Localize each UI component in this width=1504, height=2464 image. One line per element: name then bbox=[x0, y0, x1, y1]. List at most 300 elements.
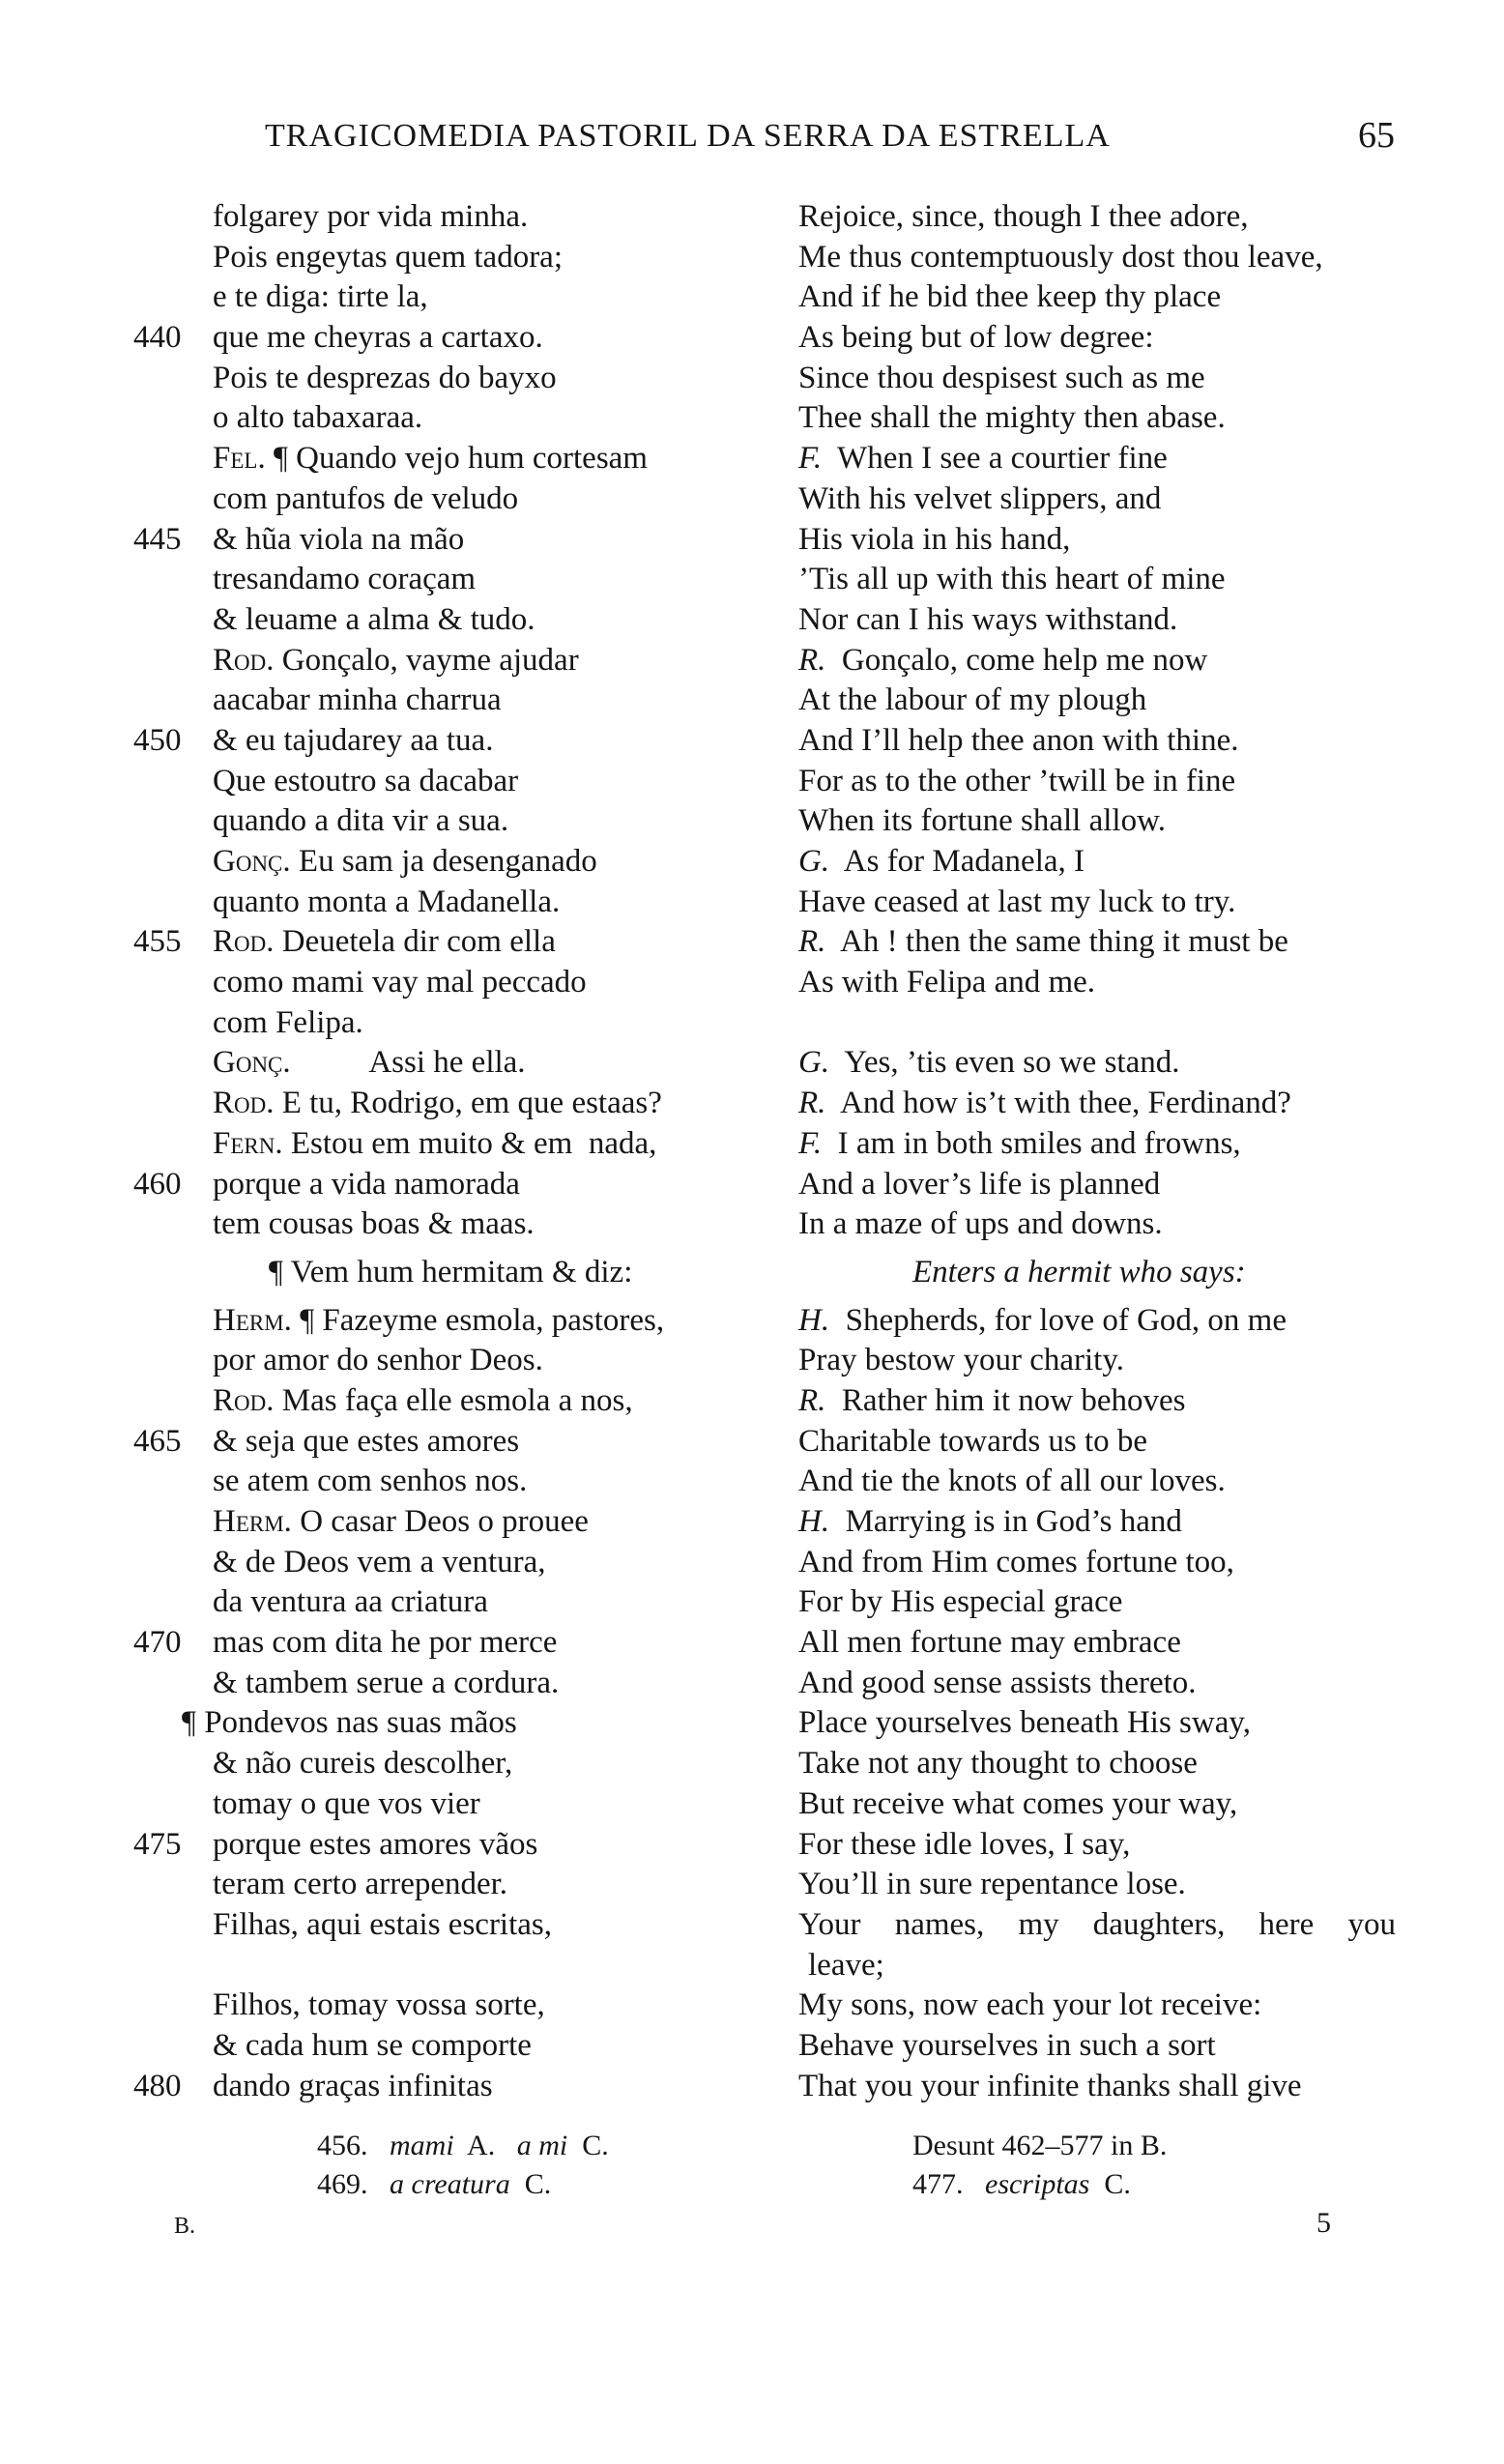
translation-line bbox=[798, 398, 1398, 439]
verse-text bbox=[213, 1165, 520, 1205]
translation-text bbox=[798, 359, 1205, 399]
verse-words: & eu tajudarey aa tua. bbox=[213, 722, 494, 758]
translation-words: My sons, now each your lot receive: bbox=[798, 1987, 1262, 2023]
verse-words: da ventura aa criatura bbox=[213, 1584, 488, 1620]
verse-text bbox=[213, 1784, 480, 1825]
verse-text bbox=[213, 238, 563, 278]
verse-line bbox=[133, 1462, 752, 1502]
translation-words: And from Him comes fortune too, bbox=[798, 1544, 1234, 1580]
translation-words: At the labour of my plough bbox=[798, 682, 1147, 718]
verse-text bbox=[213, 1865, 507, 1905]
verse-text bbox=[213, 1422, 519, 1463]
footnote: 477. escriptas C. bbox=[912, 2168, 1131, 2200]
translation-text bbox=[798, 2067, 1302, 2107]
translation-text bbox=[798, 197, 1249, 238]
translation-text bbox=[798, 1543, 1234, 1583]
verse-line bbox=[133, 1043, 752, 1084]
translation-words: But receive what comes your way, bbox=[798, 1785, 1238, 1821]
verse-text bbox=[213, 1664, 559, 1704]
english-translation-column bbox=[798, 197, 1398, 2106]
translation-line bbox=[798, 1784, 1398, 1825]
verse-line bbox=[133, 238, 752, 278]
translation-line bbox=[798, 318, 1398, 359]
verse-text bbox=[213, 1084, 662, 1124]
verse-words: se atem com senhos nos. bbox=[213, 1464, 528, 1499]
verse-words: & de Deos vem a ventura, bbox=[213, 1544, 546, 1580]
sheet-number: 5 bbox=[1316, 2207, 1331, 2239]
speaker-name: Rod. bbox=[213, 1382, 275, 1418]
verse-text bbox=[213, 479, 518, 520]
verse-words: Filhas, aqui estais escritas, bbox=[213, 1906, 553, 1942]
page-number: 65 bbox=[1358, 115, 1395, 156]
verse-text bbox=[213, 883, 560, 923]
verse-text bbox=[213, 1744, 512, 1784]
translation-text bbox=[798, 1986, 1261, 2026]
translation-words: leave; bbox=[808, 1947, 884, 1983]
translation-line bbox=[798, 1703, 1398, 1744]
verse-text bbox=[213, 1905, 552, 1946]
translation-line bbox=[798, 600, 1398, 641]
verse-words: E tu, Rodrigo, em que estaas? bbox=[274, 1086, 662, 1121]
verse-line bbox=[133, 883, 752, 923]
translation-words: Take not any thought to choose bbox=[798, 1746, 1198, 1782]
verse-line bbox=[133, 318, 752, 359]
verse-words: Pois engeytas quem tadora; bbox=[213, 239, 564, 275]
verse-line bbox=[133, 1165, 752, 1205]
verse-text bbox=[213, 398, 422, 439]
verse-line bbox=[133, 1582, 752, 1623]
translation-text bbox=[798, 1462, 1226, 1502]
verse-words: que me cheyras a cartaxo. bbox=[213, 320, 543, 356]
speaker-initial: G. bbox=[798, 844, 830, 879]
signature-mark: B. bbox=[174, 2214, 196, 2239]
translation-line bbox=[798, 1986, 1398, 2026]
translation-words: Your names, my daughters, here you bbox=[798, 1906, 1396, 1942]
translation-line bbox=[798, 801, 1398, 842]
verse-line bbox=[133, 277, 752, 318]
verse-text bbox=[182, 1703, 517, 1744]
translation-text bbox=[798, 2026, 1216, 2067]
translation-line bbox=[798, 439, 1398, 479]
footnote: 456. mami A. a mi C. bbox=[317, 2130, 609, 2161]
verse-text bbox=[213, 600, 535, 641]
speaker-name: Rod. bbox=[213, 642, 275, 678]
translation-words: Ah ! then the same thing it must be bbox=[825, 924, 1288, 960]
verse-line bbox=[133, 1905, 752, 1946]
verse-text bbox=[213, 1462, 527, 1502]
translation-text bbox=[798, 963, 1095, 1003]
verse-words: quanto monta a Madanella. bbox=[213, 884, 561, 919]
stage-direction: ¶ Vem hum hermitam & diz: bbox=[269, 1254, 633, 1290]
translation-line bbox=[798, 1664, 1398, 1704]
verse-line bbox=[133, 1623, 752, 1664]
translation-line bbox=[798, 1865, 1398, 1905]
verse-text bbox=[213, 1825, 537, 1866]
translation-line bbox=[798, 1422, 1398, 1463]
running-title: TRAGICOMEDIA PASTORIL DA SERRA DA ESTRELLA bbox=[265, 118, 1111, 154]
translation-text bbox=[798, 1502, 1182, 1543]
translation-text bbox=[798, 560, 1226, 600]
speaker-initial: R. bbox=[798, 924, 826, 960]
verse-line bbox=[133, 963, 752, 1003]
translation-words: As with Felipa and me. bbox=[798, 965, 1096, 1000]
line-number: 470 bbox=[133, 1625, 182, 1661]
verse-words: Estou em muito & em nada, bbox=[282, 1125, 657, 1161]
verse-text bbox=[213, 1204, 535, 1245]
verse-words: por amor do senhor Deos. bbox=[213, 1343, 543, 1378]
line-number: 480 bbox=[133, 2068, 182, 2103]
speaker-initial: G. bbox=[798, 1045, 830, 1081]
translation-line bbox=[798, 238, 1398, 278]
translation-words: Gonçalo, come help me now bbox=[825, 642, 1208, 678]
translation-words: Place yourselves beneath His sway, bbox=[798, 1705, 1251, 1741]
translation-line bbox=[798, 1825, 1398, 1866]
verse-line bbox=[133, 1664, 752, 1704]
translation-words: With his velvet slippers, and bbox=[798, 480, 1162, 516]
translation-words: Pray bestow your charity. bbox=[798, 1343, 1124, 1378]
speaker-name: Fern. bbox=[213, 1125, 283, 1161]
translation-text bbox=[798, 641, 1207, 681]
speaker-name: Fel. bbox=[213, 441, 266, 477]
translation-text bbox=[798, 681, 1146, 721]
verse-words: tomay o que vos vier bbox=[213, 1785, 480, 1821]
verse-text bbox=[213, 439, 648, 479]
translation-line bbox=[798, 1905, 1398, 1946]
translation-line bbox=[798, 762, 1398, 802]
translation-words: Rather him it now behoves bbox=[825, 1382, 1186, 1418]
speaker-initial: F. bbox=[798, 441, 823, 477]
verse-line bbox=[133, 479, 752, 520]
speaker-name: Gonç. bbox=[213, 1045, 291, 1081]
translation-line bbox=[798, 1165, 1398, 1205]
verse-words: & hũa viola na mão bbox=[213, 521, 465, 557]
translation-text bbox=[798, 801, 1166, 842]
translation-words: Yes, ’tis even so we stand. bbox=[829, 1045, 1180, 1081]
translation-text bbox=[798, 1905, 1396, 1946]
verse-words: Filhos, tomay vossa sorte, bbox=[213, 1987, 545, 2023]
translation-line bbox=[798, 359, 1398, 399]
translation-text bbox=[798, 1744, 1198, 1784]
translation-text bbox=[798, 883, 1235, 923]
translation-words: For by His especial grace bbox=[798, 1584, 1123, 1620]
verse-line bbox=[133, 439, 752, 479]
line-number: 450 bbox=[133, 722, 182, 758]
verse-text bbox=[213, 801, 508, 842]
verse-text bbox=[213, 359, 557, 399]
translation-line bbox=[798, 721, 1398, 762]
translation-text bbox=[798, 1301, 1287, 1342]
verse-line bbox=[133, 801, 752, 842]
verse-words: & leuame a alma & tudo. bbox=[213, 601, 535, 637]
verse-text bbox=[213, 277, 428, 318]
verse-words: quando a dita vir a sua. bbox=[213, 803, 509, 839]
verse-line bbox=[133, 1301, 752, 1342]
verse-line bbox=[133, 1253, 752, 1293]
line-number: 475 bbox=[133, 1826, 182, 1862]
portuguese-verse-column bbox=[133, 197, 752, 2106]
verse-text bbox=[213, 318, 543, 359]
verse-text bbox=[213, 963, 587, 1003]
speaker-initial: H. bbox=[798, 1302, 830, 1338]
verse-text bbox=[213, 560, 476, 600]
verse-line bbox=[133, 1946, 752, 1986]
verse-text bbox=[213, 197, 528, 238]
verse-text bbox=[213, 762, 518, 802]
verse-line bbox=[133, 721, 752, 762]
verse-words: aacabar minha charrua bbox=[213, 682, 502, 718]
speaker-initial: H. bbox=[798, 1504, 830, 1539]
verse-line bbox=[133, 359, 752, 399]
translation-words: And a lover’s life is planned bbox=[798, 1166, 1161, 1202]
translation-words: Have ceased at last my luck to try. bbox=[798, 884, 1236, 919]
translation-text bbox=[798, 1084, 1291, 1124]
translation-words: That you your infinite thanks shall give bbox=[798, 2068, 1302, 2103]
translation-words: Marrying is in God’s hand bbox=[829, 1504, 1182, 1539]
translation-line bbox=[798, 2026, 1398, 2067]
translation-words: As for Madanela, I bbox=[829, 844, 1085, 879]
translation-text bbox=[798, 1204, 1163, 1245]
verse-text bbox=[213, 1623, 557, 1664]
verse-words: Deuetela dir com ella bbox=[274, 924, 556, 960]
footnotes-left bbox=[317, 2127, 609, 2204]
verse-line bbox=[133, 1124, 752, 1165]
speaker-name: Herm. bbox=[213, 1302, 292, 1338]
translation-line bbox=[798, 1341, 1398, 1381]
speaker-name: Rod. bbox=[213, 924, 275, 960]
translation-line bbox=[798, 1502, 1398, 1543]
verse-line bbox=[133, 1084, 752, 1124]
verse-text bbox=[213, 1543, 546, 1583]
translation-text bbox=[798, 1865, 1186, 1905]
verse-words: & não cureis descolher, bbox=[213, 1746, 513, 1782]
verse-words: Gonçalo, vayme ajudar bbox=[274, 642, 579, 678]
verse-text bbox=[213, 1301, 664, 1342]
translation-text bbox=[798, 318, 1154, 359]
translation-words: For as to the other ’twill be in fine bbox=[798, 763, 1236, 798]
translation-line bbox=[798, 1462, 1398, 1502]
translation-line bbox=[798, 1543, 1398, 1583]
line-number: 440 bbox=[133, 320, 182, 356]
verse-line bbox=[133, 1543, 752, 1583]
translation-words: Me thus contemptuously dost thou leave, bbox=[798, 239, 1323, 275]
verse-words: teram certo arrepender. bbox=[213, 1867, 508, 1902]
verse-words: folgarey por vida minha. bbox=[213, 199, 529, 234]
verse-text bbox=[213, 922, 556, 963]
speaker-initial: R. bbox=[798, 1086, 826, 1121]
verse-line bbox=[133, 560, 752, 600]
translation-text bbox=[798, 1825, 1130, 1866]
speaker-initial: R. bbox=[798, 642, 826, 678]
verse-words: tresandamo coraçam bbox=[213, 562, 477, 597]
verse-words: mas com dita he por merce bbox=[213, 1625, 558, 1661]
verse-words: Que estoutro sa dacabar bbox=[213, 763, 519, 798]
line-number: 445 bbox=[133, 521, 182, 557]
translation-text bbox=[798, 479, 1161, 520]
translation-text bbox=[798, 1703, 1251, 1744]
translation-line bbox=[798, 681, 1398, 721]
translation-text bbox=[808, 1946, 884, 1986]
translation-text bbox=[798, 1165, 1160, 1205]
translation-text bbox=[798, 762, 1235, 802]
stage-direction: Enters a hermit who says: bbox=[912, 1254, 1246, 1290]
verse-words: como mami vay mal peccado bbox=[213, 965, 587, 1000]
verse-text bbox=[213, 1003, 363, 1044]
verse-text bbox=[213, 681, 502, 721]
translation-words: And good sense assists thereto. bbox=[798, 1665, 1197, 1700]
speaker-initial: F. bbox=[798, 1125, 823, 1161]
translation-words: Shepherds, for love of God, on me bbox=[829, 1302, 1287, 1338]
translation-text bbox=[798, 277, 1221, 318]
verse-line bbox=[133, 1865, 752, 1905]
translation-words: I am in both smiles and frowns, bbox=[822, 1125, 1241, 1161]
verse-words: ¶ Pondevos nas suas mãos bbox=[182, 1705, 517, 1741]
translation-line bbox=[798, 197, 1398, 238]
translation-words: ’Tis all up with this heart of mine bbox=[798, 562, 1226, 597]
translation-line bbox=[798, 922, 1398, 963]
translation-words: All men fortune may embrace bbox=[798, 1625, 1181, 1661]
translation-words: Charitable towards us to be bbox=[798, 1423, 1148, 1459]
translation-text bbox=[798, 842, 1085, 883]
translation-line bbox=[798, 277, 1398, 318]
footnotes-right bbox=[912, 2127, 1167, 2204]
verse-words: Eu sam ja desenganado bbox=[290, 844, 597, 879]
translation-text bbox=[798, 1422, 1147, 1463]
verse-words: porque estes amores vãos bbox=[213, 1826, 538, 1862]
verse-text bbox=[213, 842, 597, 883]
line-number: 465 bbox=[133, 1423, 182, 1459]
verse-text bbox=[213, 1124, 656, 1165]
translation-text bbox=[798, 1623, 1181, 1664]
verse-line bbox=[133, 1825, 752, 1866]
verse-text bbox=[213, 2067, 493, 2107]
verse-line bbox=[133, 1703, 752, 1744]
translation-line bbox=[798, 1946, 1398, 1986]
verse-line bbox=[133, 1502, 752, 1543]
line-number: 460 bbox=[133, 1166, 182, 1202]
translation-line bbox=[798, 842, 1398, 883]
footnote: 469. a creatura C. bbox=[317, 2168, 552, 2200]
verse-line bbox=[133, 2067, 752, 2107]
verse-words: & cada hum se comporte bbox=[213, 2027, 532, 2063]
verse-line bbox=[133, 1784, 752, 1825]
translation-text bbox=[798, 1582, 1122, 1623]
translation-text bbox=[798, 1341, 1124, 1381]
verse-text bbox=[213, 520, 464, 561]
translation-text bbox=[798, 600, 1177, 641]
verse-line bbox=[133, 1744, 752, 1784]
verse-text bbox=[213, 1341, 543, 1381]
translation-text bbox=[798, 1043, 1179, 1084]
verse-text bbox=[213, 641, 579, 681]
translation-line bbox=[798, 1003, 1398, 1044]
verse-words: Assi he ella. bbox=[290, 1045, 526, 1081]
verse-line bbox=[133, 1003, 752, 1044]
verse-words: com pantufos de veludo bbox=[213, 480, 519, 516]
translation-words: You’ll in sure repentance lose. bbox=[798, 1867, 1186, 1902]
verse-words: dando graças infinitas bbox=[213, 2068, 493, 2103]
translation-words: His viola in his hand, bbox=[798, 521, 1071, 557]
verse-text bbox=[213, 1502, 589, 1543]
translation-words: For these idle loves, I say, bbox=[798, 1826, 1131, 1862]
translation-words: In a maze of ups and downs. bbox=[798, 1206, 1163, 1242]
translation-line bbox=[798, 1084, 1398, 1124]
verse-line bbox=[133, 197, 752, 238]
verse-words: & seja que estes amores bbox=[213, 1423, 520, 1459]
verse-line bbox=[133, 641, 752, 681]
translation-line bbox=[798, 560, 1398, 600]
verse-line bbox=[133, 1381, 752, 1422]
translation-line bbox=[798, 1124, 1398, 1165]
translation-line bbox=[798, 963, 1398, 1003]
translation-text bbox=[798, 721, 1238, 762]
translation-text bbox=[798, 398, 1226, 439]
verse-line bbox=[133, 762, 752, 802]
translation-text bbox=[798, 520, 1070, 561]
translation-words: Rejoice, since, though I thee adore, bbox=[798, 199, 1249, 234]
verse-line bbox=[133, 2026, 752, 2067]
verse-line bbox=[133, 842, 752, 883]
translation-words: And if he bid thee keep thy place bbox=[798, 279, 1222, 315]
translation-words: Since thou despisest such as me bbox=[798, 360, 1205, 395]
speaker-name: Herm. bbox=[213, 1504, 292, 1539]
verse-words: Mas faça elle esmola a nos, bbox=[274, 1382, 633, 1418]
verse-line bbox=[133, 681, 752, 721]
translation-words: When I see a courtier fine bbox=[822, 441, 1168, 477]
verse-line bbox=[133, 1986, 752, 2026]
verse-text bbox=[213, 1381, 633, 1422]
translation-line bbox=[798, 1204, 1398, 1245]
verse-line bbox=[133, 398, 752, 439]
translation-line bbox=[798, 1381, 1398, 1422]
verse-words: tem cousas boas & maas. bbox=[213, 1206, 535, 1242]
translation-text bbox=[798, 1124, 1241, 1165]
verse-text bbox=[213, 2026, 532, 2067]
translation-line bbox=[798, 1301, 1398, 1342]
verse-text bbox=[213, 721, 493, 762]
translation-line bbox=[798, 1253, 1398, 1293]
verse-words: Pois te desprezas do bayxo bbox=[213, 360, 557, 395]
translation-text bbox=[798, 1784, 1237, 1825]
translation-text bbox=[798, 1664, 1197, 1704]
verse-words: o alto tabaxaraa. bbox=[213, 400, 423, 436]
translation-text bbox=[798, 238, 1323, 278]
speaker-name: Rod. bbox=[213, 1086, 275, 1121]
translation-words: And I’ll help thee anon with thine. bbox=[798, 722, 1239, 758]
translation-words: And how is’t with thee, Ferdinand? bbox=[825, 1086, 1291, 1121]
footnote: Desunt 462–577 in B. bbox=[912, 2130, 1168, 2161]
verse-line bbox=[133, 1341, 752, 1381]
translation-text bbox=[798, 1381, 1186, 1422]
verse-words: e te diga: tirte la, bbox=[213, 279, 428, 315]
translation-words: Behave yourselves in such a sort bbox=[798, 2027, 1216, 2063]
translation-line bbox=[798, 641, 1398, 681]
translation-words: As being but of low degree: bbox=[798, 320, 1154, 356]
verse-words: O casar Deos o prouee bbox=[291, 1504, 589, 1539]
translation-text bbox=[798, 922, 1288, 963]
verse-line bbox=[133, 520, 752, 561]
translation-line bbox=[798, 2067, 1398, 2107]
translation-words: Thee shall the mighty then abase. bbox=[798, 400, 1226, 436]
translation-words: Nor can I his ways withstand. bbox=[798, 601, 1178, 637]
translation-line bbox=[798, 1043, 1398, 1084]
verse-words: ¶ Fazeyme esmola, pastores, bbox=[291, 1302, 665, 1338]
speaker-name: Gonç. bbox=[213, 844, 291, 879]
translation-line bbox=[798, 520, 1398, 561]
verse-words: & tambem serue a cordura. bbox=[213, 1665, 560, 1700]
translation-line bbox=[798, 1744, 1398, 1784]
verse-words: ¶ Quando vejo hum cortesam bbox=[265, 441, 648, 477]
verse-line bbox=[133, 1422, 752, 1463]
